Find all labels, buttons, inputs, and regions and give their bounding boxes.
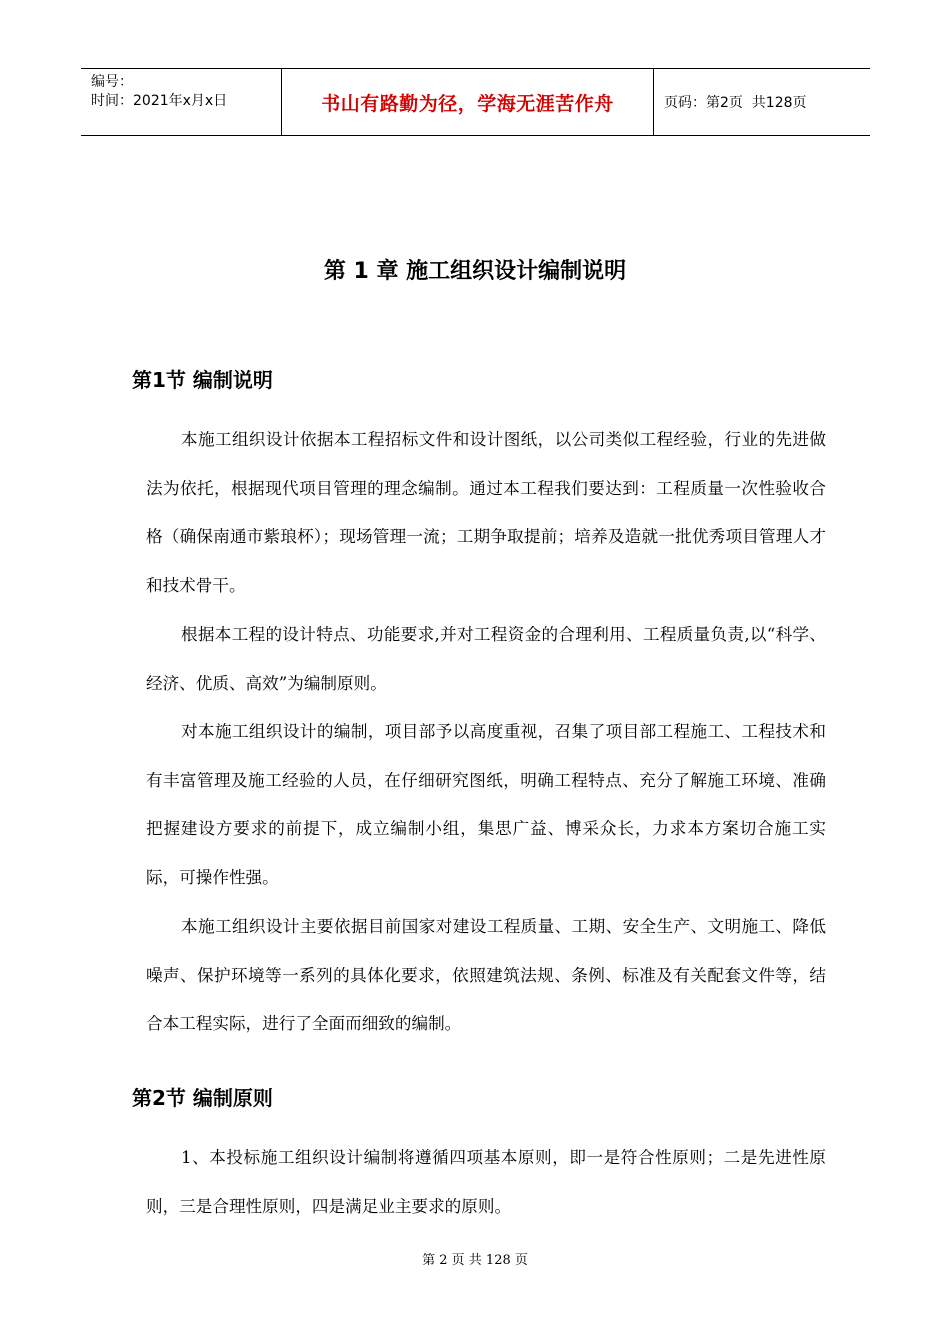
- header-page-info: 页码：第2页 共128页: [664, 95, 807, 111]
- chapter-title: 第 1 章 施工组织设计编制说明: [323, 259, 627, 284]
- section-title-2: 第2节 编制原则: [132, 1086, 273, 1110]
- paragraph: 本施工组织设计依据本工程招标文件和设计图纸，以公司类似工程经验，行业的先进做法为依托，根据现代项目管理的理念编制。通过本工程我们要达到：工程质量一次性验收合格（确保南通市紫琅杯）；现场管理一流；工期争取提前；培养及造就一批优秀项目管理人才和技术骨干。: [146, 430, 826, 596]
- header-time-label: 时间：2021年x月x日: [91, 93, 228, 109]
- paragraph: 本施工组织设计主要依据目前国家对建设工程质量、工期、安全生产、文明施工、降低噪声、保护环境等一系列的具体化要求，依照建筑法规、条例、标准及有关配套文件等，结合本工程实际，进行了全面而细致的编制。: [146, 917, 826, 1034]
- page-footer: 第 2 页 共 128 页: [422, 1253, 528, 1268]
- header-number-label: 编号：: [91, 74, 133, 90]
- page-header: [81, 68, 870, 136]
- header-page-info-cell: [654, 69, 870, 135]
- paragraph: 对本施工组织设计的编制，项目部予以高度重视，召集了项目部工程施工、工程技术和有丰富管理及施工经验的人员，在仔细研究图纸，明确工程特点、充分了解施工环境、准确把握建设方要求的前提下，成立编制小组，集思广益、博采众长，力求本方案切合施工实际，可操作性强。: [146, 722, 826, 888]
- header-motto: 书山有路勤为径，学海无涯苦作舟: [282, 69, 654, 135]
- section-title-1: 第1节 编制说明: [132, 368, 273, 392]
- paragraph: 根据本工程的设计特点、功能要求,并对工程资金的合理利用、工程质量负责,以“科学、经济、优质、高效”为编制原则。: [146, 625, 826, 693]
- paragraph: 1、本投标施工组织设计编制将遵循四项基本原则，即一是符合性原则；二是先进性原则，三是合理性原则，四是满足业主要求的原则。: [146, 1148, 826, 1216]
- header-meta: [81, 69, 282, 135]
